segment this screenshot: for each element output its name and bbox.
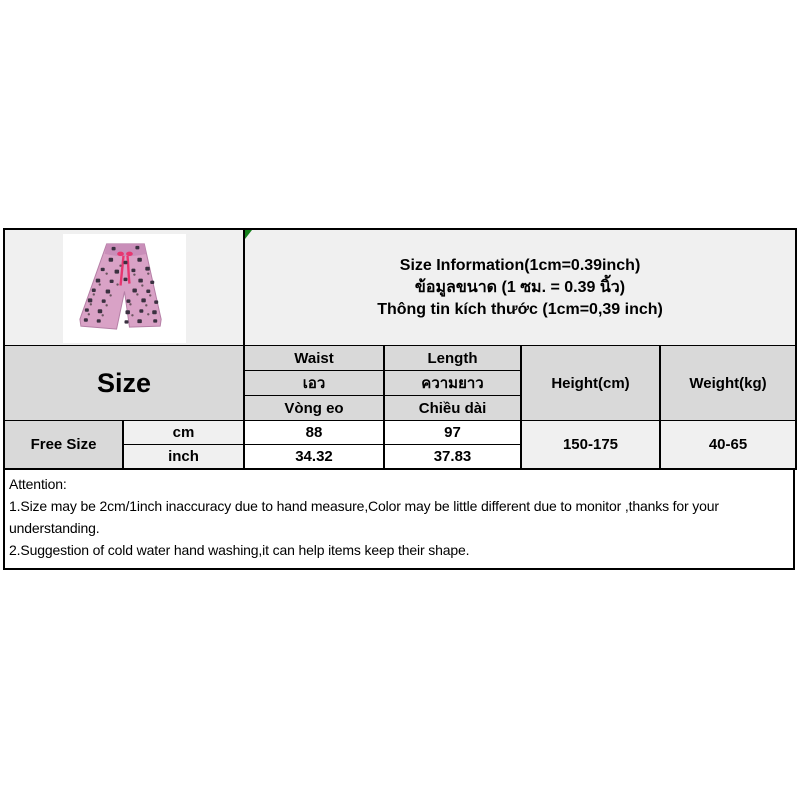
attention-note-2: 2.Suggestion of cold water hand washing,it can help items keep their shape. [9,541,470,558]
col-header-height: Height(cm) [521,346,660,421]
size-info-title-vi: Thông tin kích thước (1cm=0,39 inch) [377,300,663,318]
col-header-weight: Weight(kg) [660,346,796,421]
value-weight: 40-65 [660,421,796,469]
size-header: Size [4,346,244,421]
col-header-length-vi: Chiều dài [384,396,521,421]
title-cell [244,229,796,346]
row-header-free-size: Free Size [4,421,123,469]
cell-flag-icon [245,230,252,239]
col-header-length-th: ความยาว [384,371,521,396]
value-waist-cm: 88 [244,421,384,445]
attention-box [3,470,795,570]
value-length-inch: 37.83 [384,445,521,469]
size-info-title-en: Size Information(1cm=0.39inch) [399,256,641,274]
unit-cell-cm: cm [123,421,244,445]
col-header-waist-en: Waist [244,346,384,371]
col-header-waist-th: เอว [244,371,384,396]
attention-title: Attention: [9,475,67,492]
pants-image [63,234,186,343]
product-photo [63,234,186,343]
product-image-cell [4,229,244,346]
value-height: 150-175 [521,421,660,469]
size-table [3,228,797,470]
value-length-cm: 97 [384,421,521,445]
size-chart-sheet [3,228,795,570]
unit-cell-inch: inch [123,445,244,469]
size-info-title-th: ข้อมูลขนาด (1 ซม. = 0.39 นิ้ว) [414,278,626,296]
attention-note-1: 1.Size may be 2cm/1inch inaccuracy due to hand measure,Color may be little different due to monitor ,thanks for your understanding. [9,497,719,536]
col-header-length-en: Length [384,346,521,371]
col-header-waist-vi: Vòng eo [244,396,384,421]
value-waist-inch: 34.32 [244,445,384,469]
